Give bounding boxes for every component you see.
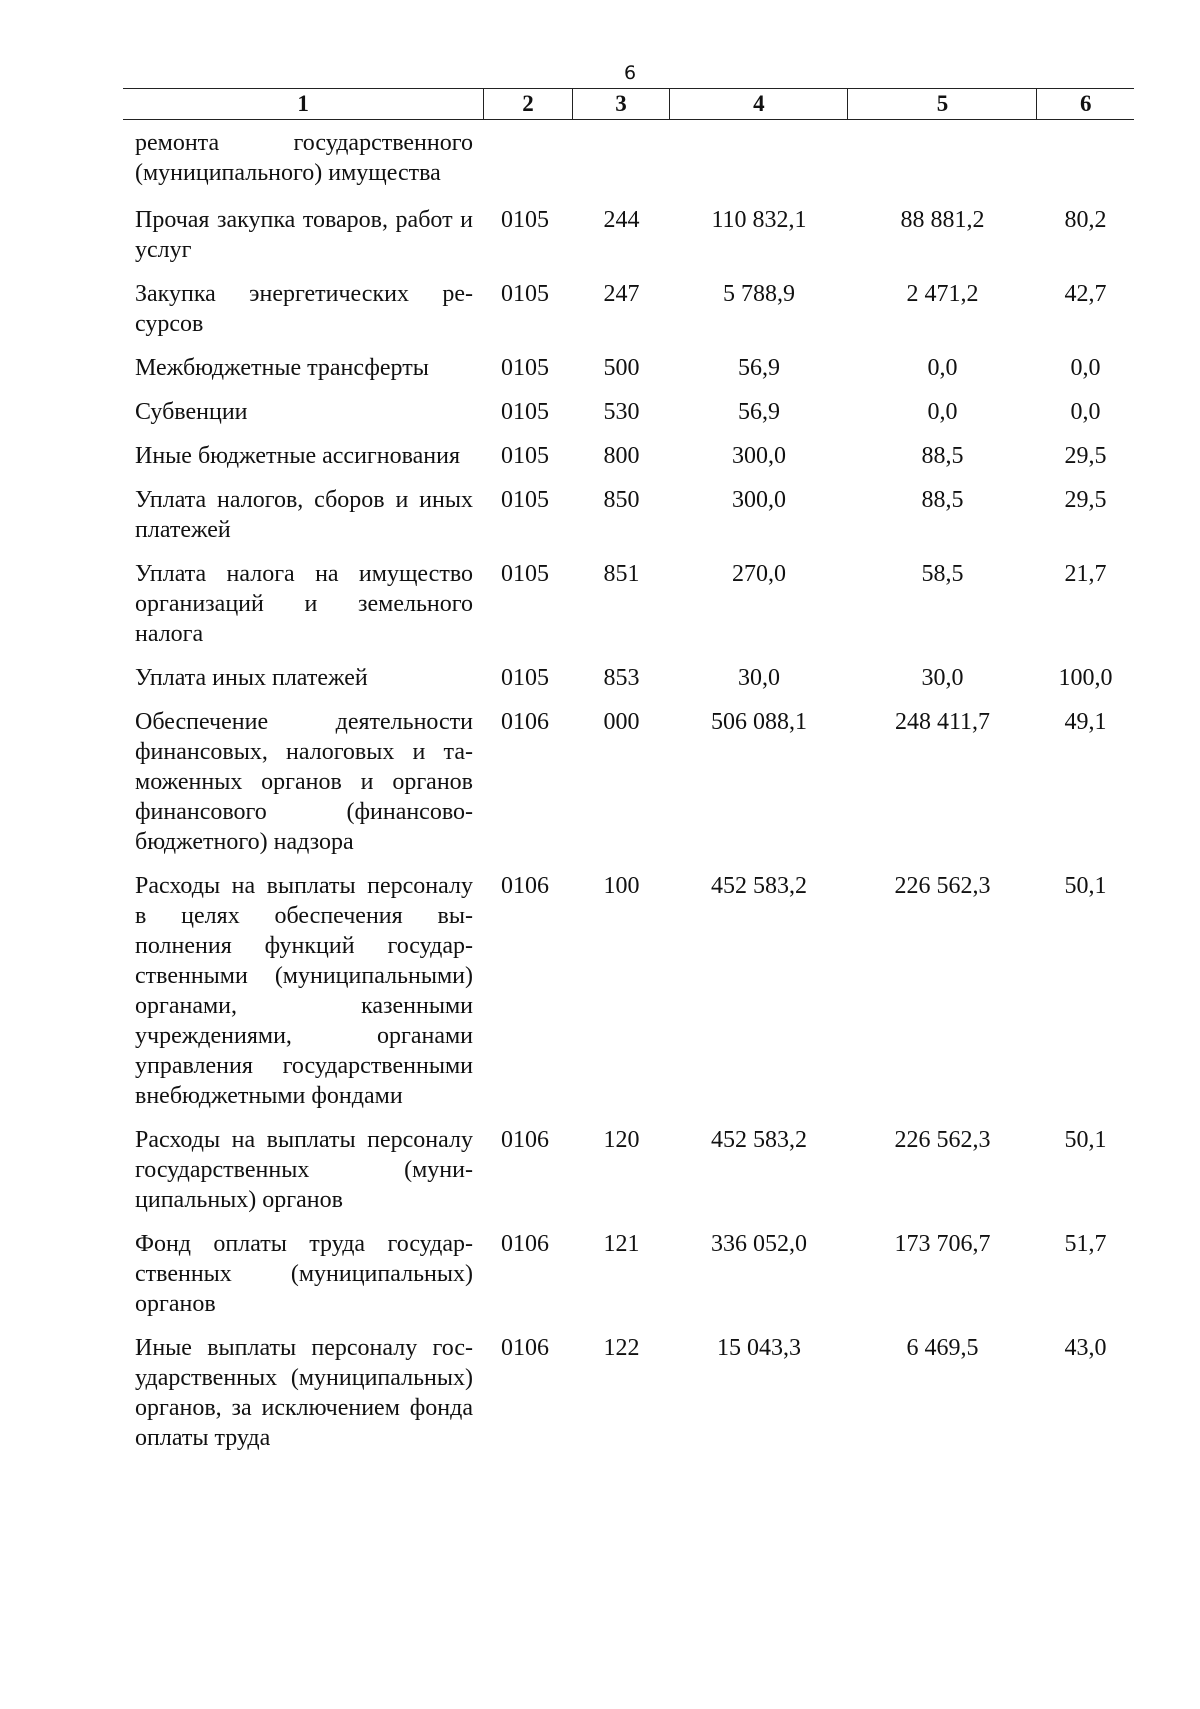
row-section: 0106 bbox=[501, 1231, 549, 1257]
budget-table bbox=[123, 88, 1134, 1467]
table-body bbox=[123, 120, 1134, 1453]
row-percent: 29,5 bbox=[1064, 443, 1107, 469]
row-plan: 5 788,9 bbox=[723, 281, 795, 307]
row-section bbox=[485, 128, 573, 188]
row-section: 0105 bbox=[501, 487, 549, 513]
row-fact: 226 562,3 bbox=[894, 1127, 991, 1153]
table-row bbox=[123, 871, 1134, 1111]
row-name: ремонта государственного (муниципального) имущества bbox=[135, 130, 473, 186]
row-percent: 0,0 bbox=[1070, 355, 1101, 381]
row-name: Закупка энергетических ресурсов bbox=[135, 281, 473, 337]
row-code: 120 bbox=[603, 1127, 640, 1153]
row-plan: 452 583,2 bbox=[711, 1127, 807, 1153]
row-section: 0105 bbox=[501, 443, 549, 469]
row-section: 0105 bbox=[501, 355, 549, 381]
header-col-1: 1 bbox=[123, 89, 484, 119]
row-percent: 50,1 bbox=[1064, 873, 1107, 899]
table-row bbox=[123, 205, 1134, 265]
row-fact: 0,0 bbox=[927, 399, 958, 425]
table-row bbox=[123, 397, 1134, 427]
row-percent: 21,7 bbox=[1064, 561, 1107, 587]
row-plan: 452 583,2 bbox=[711, 873, 807, 899]
table-row bbox=[123, 485, 1134, 545]
table-row bbox=[123, 707, 1134, 857]
table-row bbox=[123, 353, 1134, 383]
row-percent bbox=[1037, 128, 1134, 188]
row-section: 0105 bbox=[501, 207, 549, 233]
row-code: 121 bbox=[603, 1231, 640, 1257]
row-percent: 51,7 bbox=[1064, 1231, 1107, 1257]
row-section: 0106 bbox=[501, 1127, 549, 1153]
row-name: Расходы на выплаты персоналу в целях обеспечения выполнения функций государственными (муниципальными) органами, казенными учреждениями, органами управления государственными внебюджетными фондами bbox=[135, 873, 473, 1109]
table-row bbox=[123, 1125, 1134, 1215]
row-code: 244 bbox=[603, 207, 640, 233]
row-code bbox=[573, 128, 670, 188]
row-plan: 15 043,3 bbox=[717, 1335, 801, 1361]
row-name: Уплата налога на имущество организаций и земельного налога bbox=[135, 561, 473, 647]
row-plan: 110 832,1 bbox=[711, 207, 807, 233]
row-code: 100 bbox=[603, 873, 640, 899]
row-name: Субвенции bbox=[135, 399, 248, 425]
row-section: 0105 bbox=[501, 665, 549, 691]
row-fact: 58,5 bbox=[921, 561, 964, 587]
row-section: 0105 bbox=[501, 561, 549, 587]
row-percent: 43,0 bbox=[1064, 1335, 1107, 1361]
row-section: 0105 bbox=[501, 399, 549, 425]
row-percent: 42,7 bbox=[1064, 281, 1107, 307]
header-col-3: 3 bbox=[573, 89, 671, 119]
table-row bbox=[123, 128, 1134, 188]
row-percent: 50,1 bbox=[1064, 1127, 1107, 1153]
row-name: Иные бюджетные ассигнования bbox=[135, 443, 460, 469]
header-col-4: 4 bbox=[670, 89, 848, 119]
table-row bbox=[123, 663, 1134, 693]
row-code: 850 bbox=[603, 487, 640, 513]
table-header bbox=[123, 88, 1134, 120]
row-percent: 0,0 bbox=[1070, 399, 1101, 425]
row-fact: 6 469,5 bbox=[906, 1335, 979, 1361]
row-name: Уплата налогов, сборов и иных платежей bbox=[135, 487, 473, 543]
row-plan: 300,0 bbox=[732, 487, 786, 513]
row-percent: 100,0 bbox=[1058, 665, 1113, 691]
row-fact: 88,5 bbox=[921, 443, 964, 469]
row-code: 247 bbox=[603, 281, 640, 307]
row-plan: 30,0 bbox=[738, 665, 780, 691]
row-plan: 56,9 bbox=[738, 355, 780, 381]
row-section: 0106 bbox=[501, 873, 549, 899]
row-code: 530 bbox=[603, 399, 640, 425]
row-code: 000 bbox=[603, 709, 640, 735]
row-plan: 270,0 bbox=[732, 561, 786, 587]
row-fact: 2 471,2 bbox=[906, 281, 979, 307]
row-name: Обеспечение деятельности финансовых, налоговых и таможенных органов и органов финансового (финансово-бюджетного) надзора bbox=[135, 709, 473, 855]
row-code: 500 bbox=[603, 355, 640, 381]
row-code: 851 bbox=[603, 561, 640, 587]
page-number: 6 bbox=[623, 62, 637, 84]
table-row bbox=[123, 1229, 1134, 1319]
row-percent: 49,1 bbox=[1064, 709, 1107, 735]
row-name: Прочая закупка товаров, работ и услуг bbox=[135, 207, 473, 263]
row-fact: 88 881,2 bbox=[900, 207, 985, 233]
row-fact: 173 706,7 bbox=[894, 1231, 991, 1257]
row-plan: 300,0 bbox=[732, 443, 786, 469]
row-name: Иные выплаты персоналу государственных (муниципальных) органов, за исключением фонда оплаты труда bbox=[135, 1335, 473, 1451]
row-section: 0106 bbox=[501, 709, 549, 735]
row-name: Расходы на выплаты персоналу государственных (муниципальных) органов bbox=[135, 1127, 473, 1213]
row-fact: 88,5 bbox=[921, 487, 964, 513]
row-fact: 0,0 bbox=[927, 355, 958, 381]
row-percent: 29,5 bbox=[1064, 487, 1107, 513]
row-fact: 30,0 bbox=[921, 665, 964, 691]
header-col-5: 5 bbox=[848, 89, 1037, 119]
table-row bbox=[123, 279, 1134, 339]
row-plan bbox=[670, 128, 848, 188]
row-fact: 226 562,3 bbox=[894, 873, 991, 899]
header-col-2: 2 bbox=[484, 89, 573, 119]
row-section: 0105 bbox=[501, 281, 549, 307]
row-code: 122 bbox=[603, 1335, 640, 1361]
row-fact: 248 411,7 bbox=[894, 709, 991, 735]
row-code: 800 bbox=[603, 443, 640, 469]
row-plan: 506 088,1 bbox=[711, 709, 807, 735]
table-row bbox=[123, 441, 1134, 471]
row-plan: 56,9 bbox=[738, 399, 780, 425]
row-name: Межбюджетные трансферты bbox=[135, 355, 429, 381]
table-row bbox=[123, 559, 1134, 649]
row-name: Фонд оплаты труда государственных (муниципальных) органов bbox=[135, 1231, 473, 1317]
row-section: 0106 bbox=[501, 1335, 549, 1361]
row-name: Уплата иных платежей bbox=[135, 665, 368, 691]
header-col-6: 6 bbox=[1079, 91, 1092, 116]
row-code: 853 bbox=[603, 665, 640, 691]
table-row bbox=[123, 1333, 1134, 1453]
row-fact bbox=[848, 128, 1037, 188]
row-plan: 336 052,0 bbox=[711, 1231, 807, 1257]
row-percent: 80,2 bbox=[1064, 207, 1107, 233]
